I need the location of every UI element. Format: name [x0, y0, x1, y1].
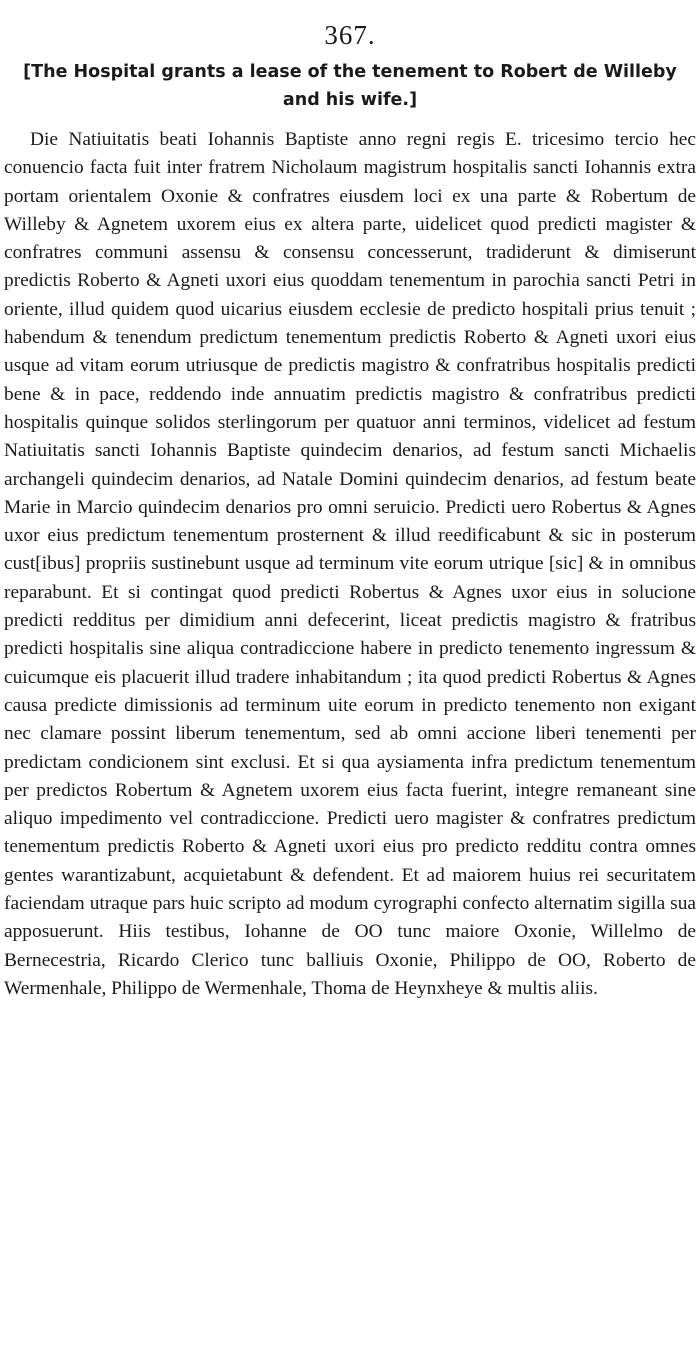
document-body-text: Die Natiuitatis beati Iohannis Baptiste anno regni regis E. tricesimo tercio hec conuencio facta fuit inter fratrem Nicholaum magistrum hospitalis sancti Iohannis extra portam orientalem Oxonie & confratres eiusdem loci ex una parte & Robertum de Willeby & Agnetem uxorem eius ex altera parte, uidelicet quod predicti magister & confratres communi assensu & consensu concesserunt, tradiderunt & dimiserunt predictis Roberto & Agneti uxori eius quoddam tenementum in parochia sancti Petri in oriente, illud quidem quod uicarius eiusdem ecclesie de predicto hospitali prius tenuit ; habendum & tenendum predictum tenementum predictis Roberto & Agneti uxori eius usque ad vitam eorum utriusque de predictis magistro & confratribus hospitalis predicti bene & in pace, reddendo inde annuatim predictis magistro & confratribus predicti hospitalis quinque solidos sterlingorum per quatuor anni terminos, videlicet ad festum Natiuitatis sancti Iohannis Baptiste quindecim denarios, ad festum sancti Michaelis archangeli quindecim denarios, ad Natale Domini quindecim denarios, ad festum beate Marie in Marcio quindecim denarios pro omni seruicio. Predicti uero Robertus & Agnes uxor eius predictum tenementum prosternent & illud reedificabunt & sic in posterum cust[ibus] propriis sustinebunt usque ad terminum vite eorum utrique [sic] & in omnibus reparabunt. Et si contingat quod predicti Robertus & Agnes uxor eius in solucione predicti redditus per dimidium anni defecerint, liceat predictis magistro & fratribus predicti hospitalis sine aliqua contradiccione habere in predicto tenemento ingressum & cuicumque eis placuerit illud tradere inhabitandum ; ita quod predicti Robertus & Agnes causa predicte dimissionis ad terminum uite eorum in predicto tenemento non exigant nec clamare possint liberum tenementum, sed ab omni accione liberi tenementi per predictam condicionem sint exclusi. Et si qua aysiamenta infra predictum tenementum per predictos Robertum & Agnetem uxorem eius facta fuerint, integre remaneant sine aliquo impedimento vel contradiccione. Predicti uero magister & confratres predictum tenementum predictis Roberto & Agneti uxori eius pro predicto redditu contra omnes gentes warantizabunt, acquietabunt & defendent. Et ad maiorem huius rei securitatem faciendam utraque pars huic scripto ad modum cyrographi confecto alternatim sigilla sua apposuerunt. Hiis testibus, Iohanne de OO tunc maiore Oxonie, Willelmo de Bernecestria, Ricardo Clerico tunc balliuis Oxonie, Philippo de OO, Roberto de Wermenhale, Philippo de Wermenhale, Thoma de Heynxheye & multis aliis.	[4, 129, 696, 999]
document-heading: [The Hospital grants a lease of the tenement to Robert de Willeby and his wife.]	[23, 62, 677, 110]
document-number: 367.	[324, 20, 376, 50]
